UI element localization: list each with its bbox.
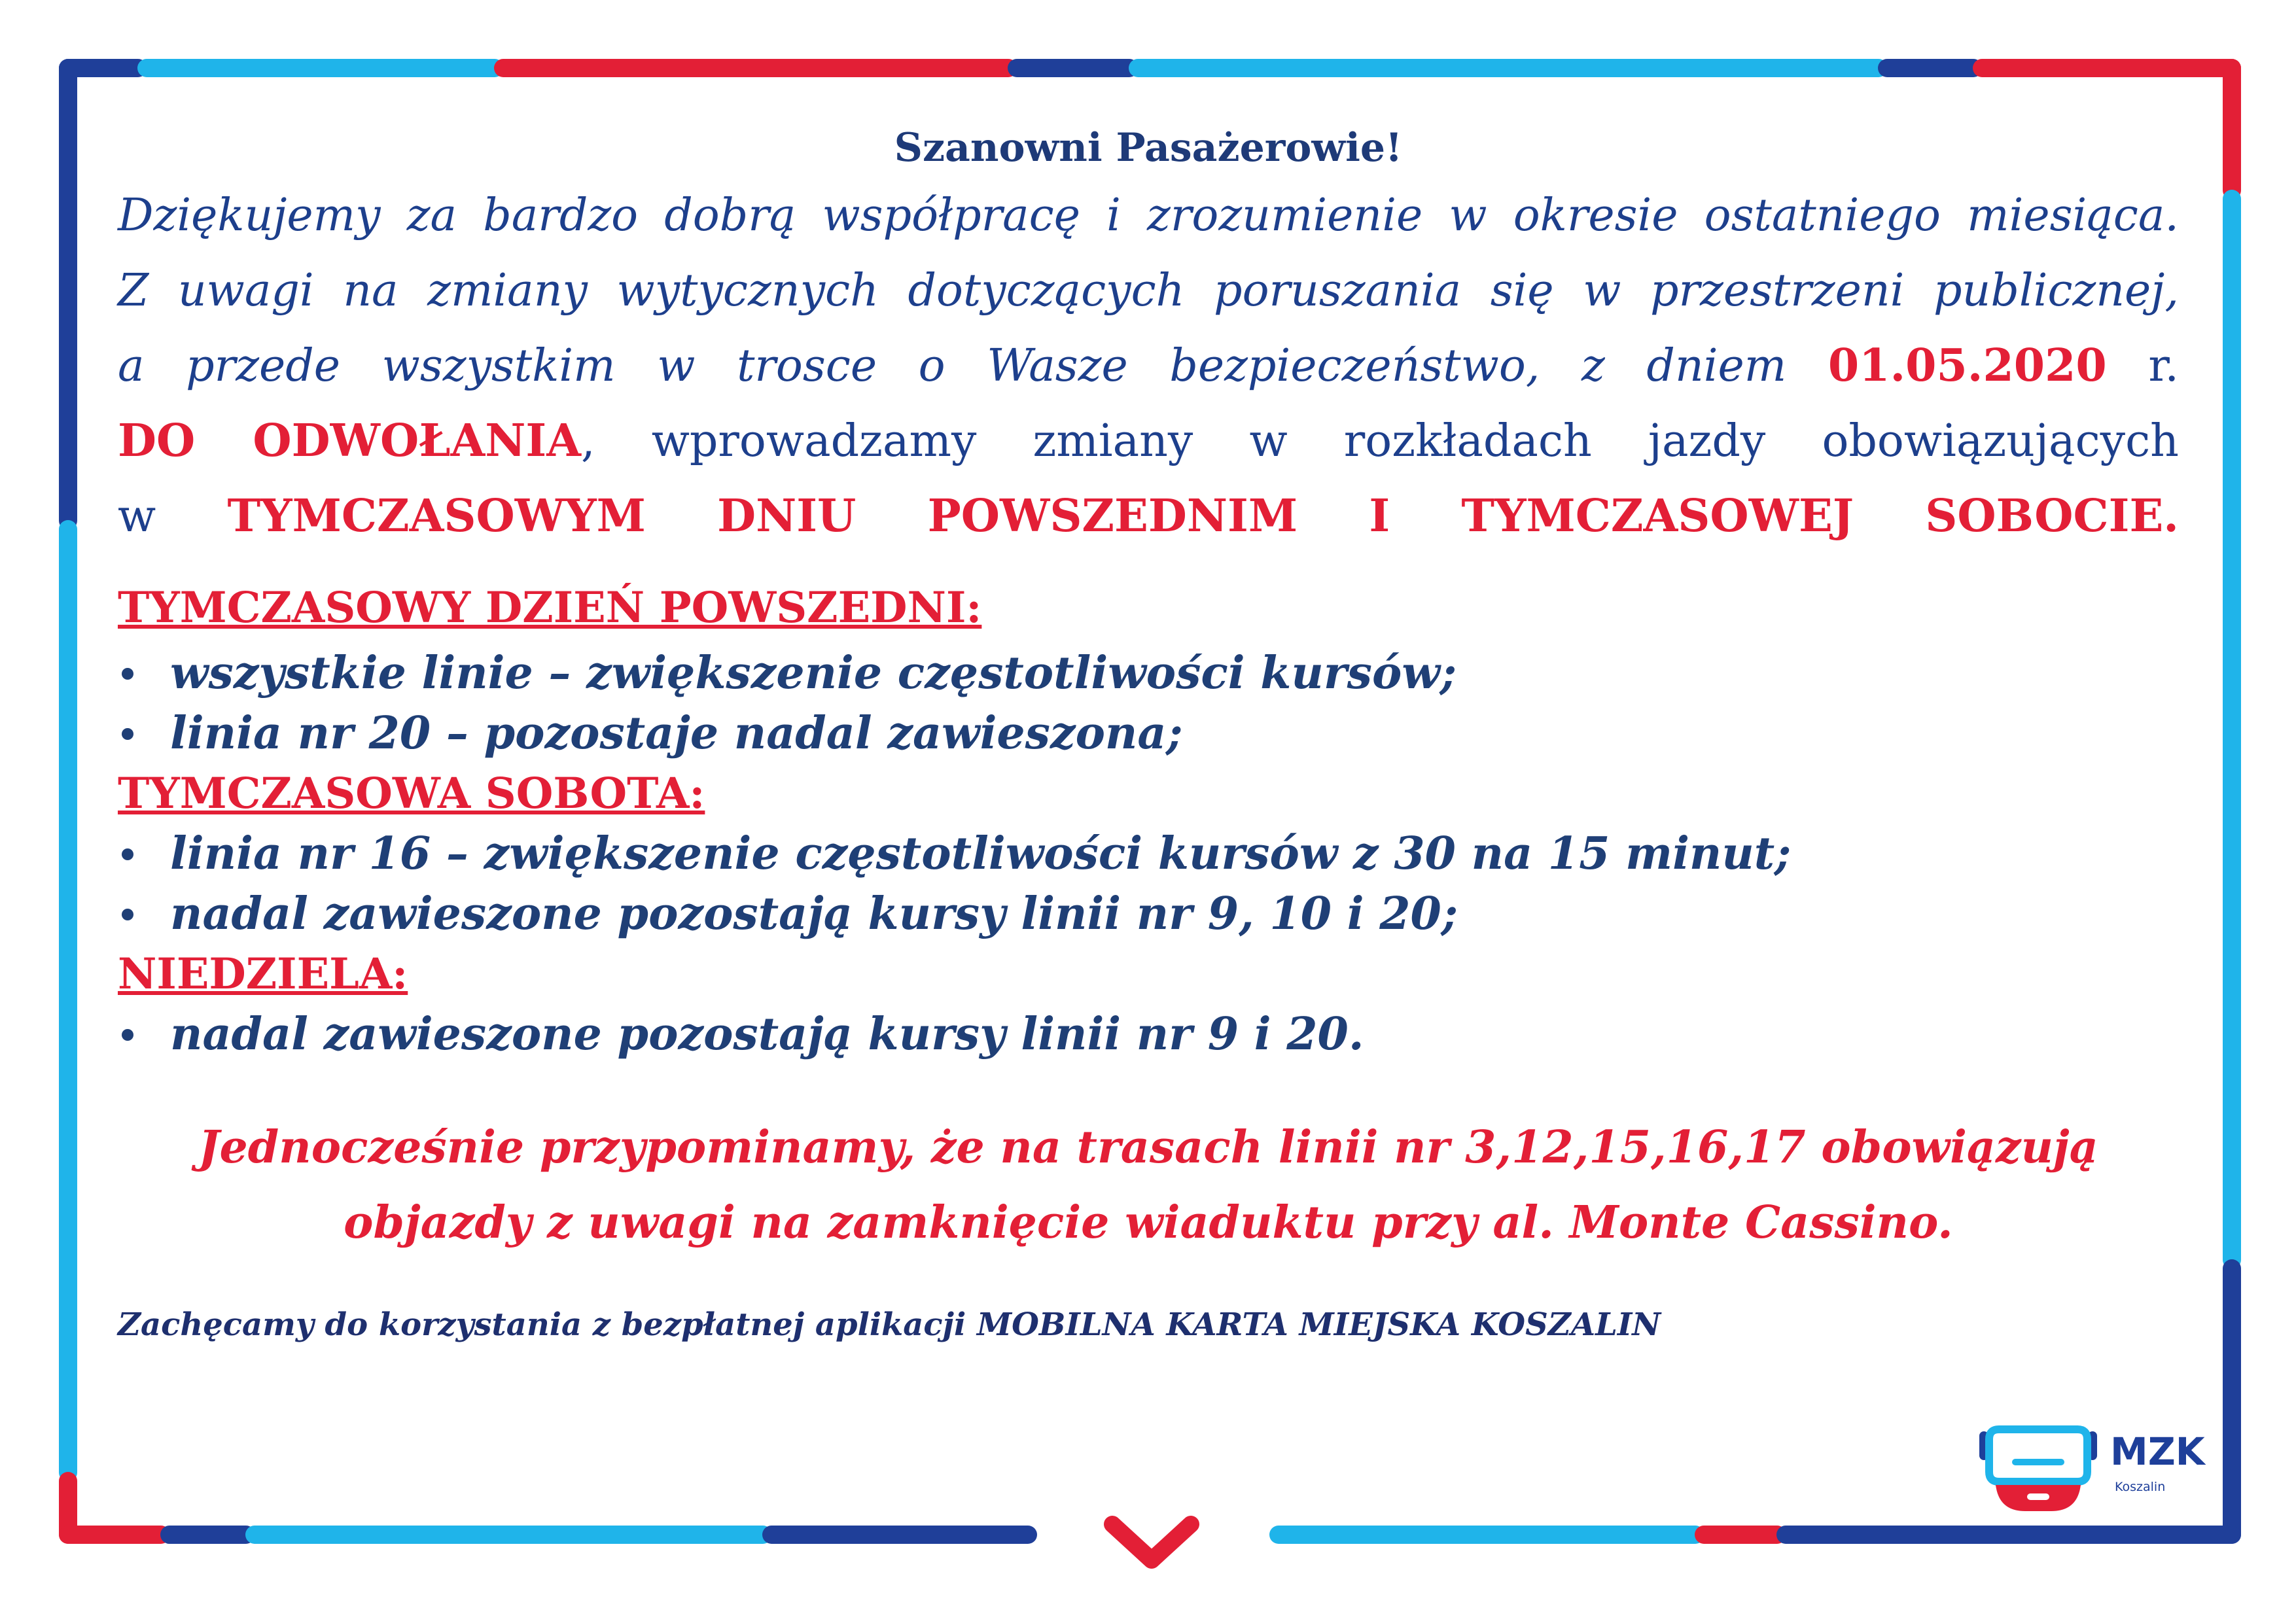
- section-title-weekday: TYMCZASOWY DZIEŃ POWSZEDNI:: [118, 583, 982, 633]
- logo-city: Koszalin: [2115, 1480, 2166, 1494]
- list-item-text: linia nr 20 – pozostaje nadal zawieszona;: [170, 707, 1183, 759]
- schedule-word: I: [1369, 490, 1390, 542]
- section-title-sunday: NIEDZIELA:: [118, 949, 408, 999]
- weekday-list: [118, 643, 2179, 763]
- bullet-icon: [122, 728, 133, 740]
- list-item-text: nadal zawieszone pozostają kursy linii nr 9, 10 i 20;: [170, 888, 1458, 940]
- intro-line-3-text: a przede wszystkim w trosce o Wasze bezpieczeństwo, z dniem: [118, 340, 1787, 392]
- list-item: [118, 703, 2179, 763]
- schedule-word: DNIU: [717, 490, 857, 542]
- reminder-line-2: objazdy z uwagi na zamknięcie wiaduktu przy al. Monte Cassino.: [344, 1196, 1953, 1249]
- logo-name: MZK: [2110, 1429, 2205, 1474]
- date-suffix: r.: [2148, 340, 2180, 392]
- intro-line-5: [118, 479, 2179, 554]
- app-promo: Zachęcamy do korzystania z bezpłatnej aplikacji MOBILNA KARTA MIEJSKA KOSZALIN: [118, 1306, 1661, 1343]
- intro-line-4: [118, 404, 2179, 479]
- until-notice: DO ODWOŁANIA: [118, 415, 581, 467]
- schedule-word: POWSZEDNIM: [927, 490, 1298, 542]
- intro-line-3: [118, 328, 2179, 404]
- intro-line-2: Z uwagi na zmiany wytycznych dotyczących poruszania się w przestrzeni publicznej,: [118, 265, 2179, 317]
- section-title-saturday: TYMCZASOWA SOBOTA:: [118, 769, 705, 818]
- sunday-list: [118, 1004, 2179, 1064]
- list-item-text: linia nr 16 – zwiększenie częstotliwości kursów z 30 na 15 minut;: [170, 828, 1792, 880]
- bullet-icon: [122, 848, 133, 860]
- bullet-icon: [122, 668, 133, 680]
- chevron-down-icon: [1099, 1511, 1204, 1577]
- schedule-word: SOBOCIE.: [1925, 490, 2179, 542]
- bullet-icon: [122, 909, 133, 920]
- saturday-list: [118, 824, 2179, 944]
- list-item: [118, 824, 2179, 884]
- intro-line-4-text: , wprowadzamy zmiany w rozkładach jazdy obowiązujących: [580, 415, 2179, 467]
- schedule-word: TYMCZASOWYM: [227, 490, 646, 542]
- notice-content: [118, 118, 2179, 1343]
- intro-line-1: Dziękujemy za bardzo dobrą współpracę i zrozumienie w okresie ostatniego miesiąca.: [118, 190, 2179, 241]
- schedule-word: TYMCZASOWEJ: [1461, 490, 1854, 542]
- intro-line-5-w: w: [118, 491, 156, 542]
- list-item-text: wszystkie linie – zwiększenie częstotliwości kursów;: [170, 647, 1457, 699]
- notice-heading: Szanowni Pasażerowie!: [894, 125, 1403, 171]
- list-item: [118, 643, 2179, 703]
- list-item: [118, 884, 2179, 944]
- reminder-line-1: Jednocześnie przypominamy, że na trasach linii nr 3,12,15,16,17 obowiązują: [198, 1121, 2098, 1174]
- bullet-icon: [122, 1029, 133, 1041]
- list-item-text: nadal zawieszone pozostają kursy linii nr 9 i 20.: [170, 1008, 1364, 1060]
- intro-paragraph: [118, 178, 2179, 554]
- effective-date: 01.05.2020: [1828, 340, 2107, 392]
- list-item: [118, 1004, 2179, 1064]
